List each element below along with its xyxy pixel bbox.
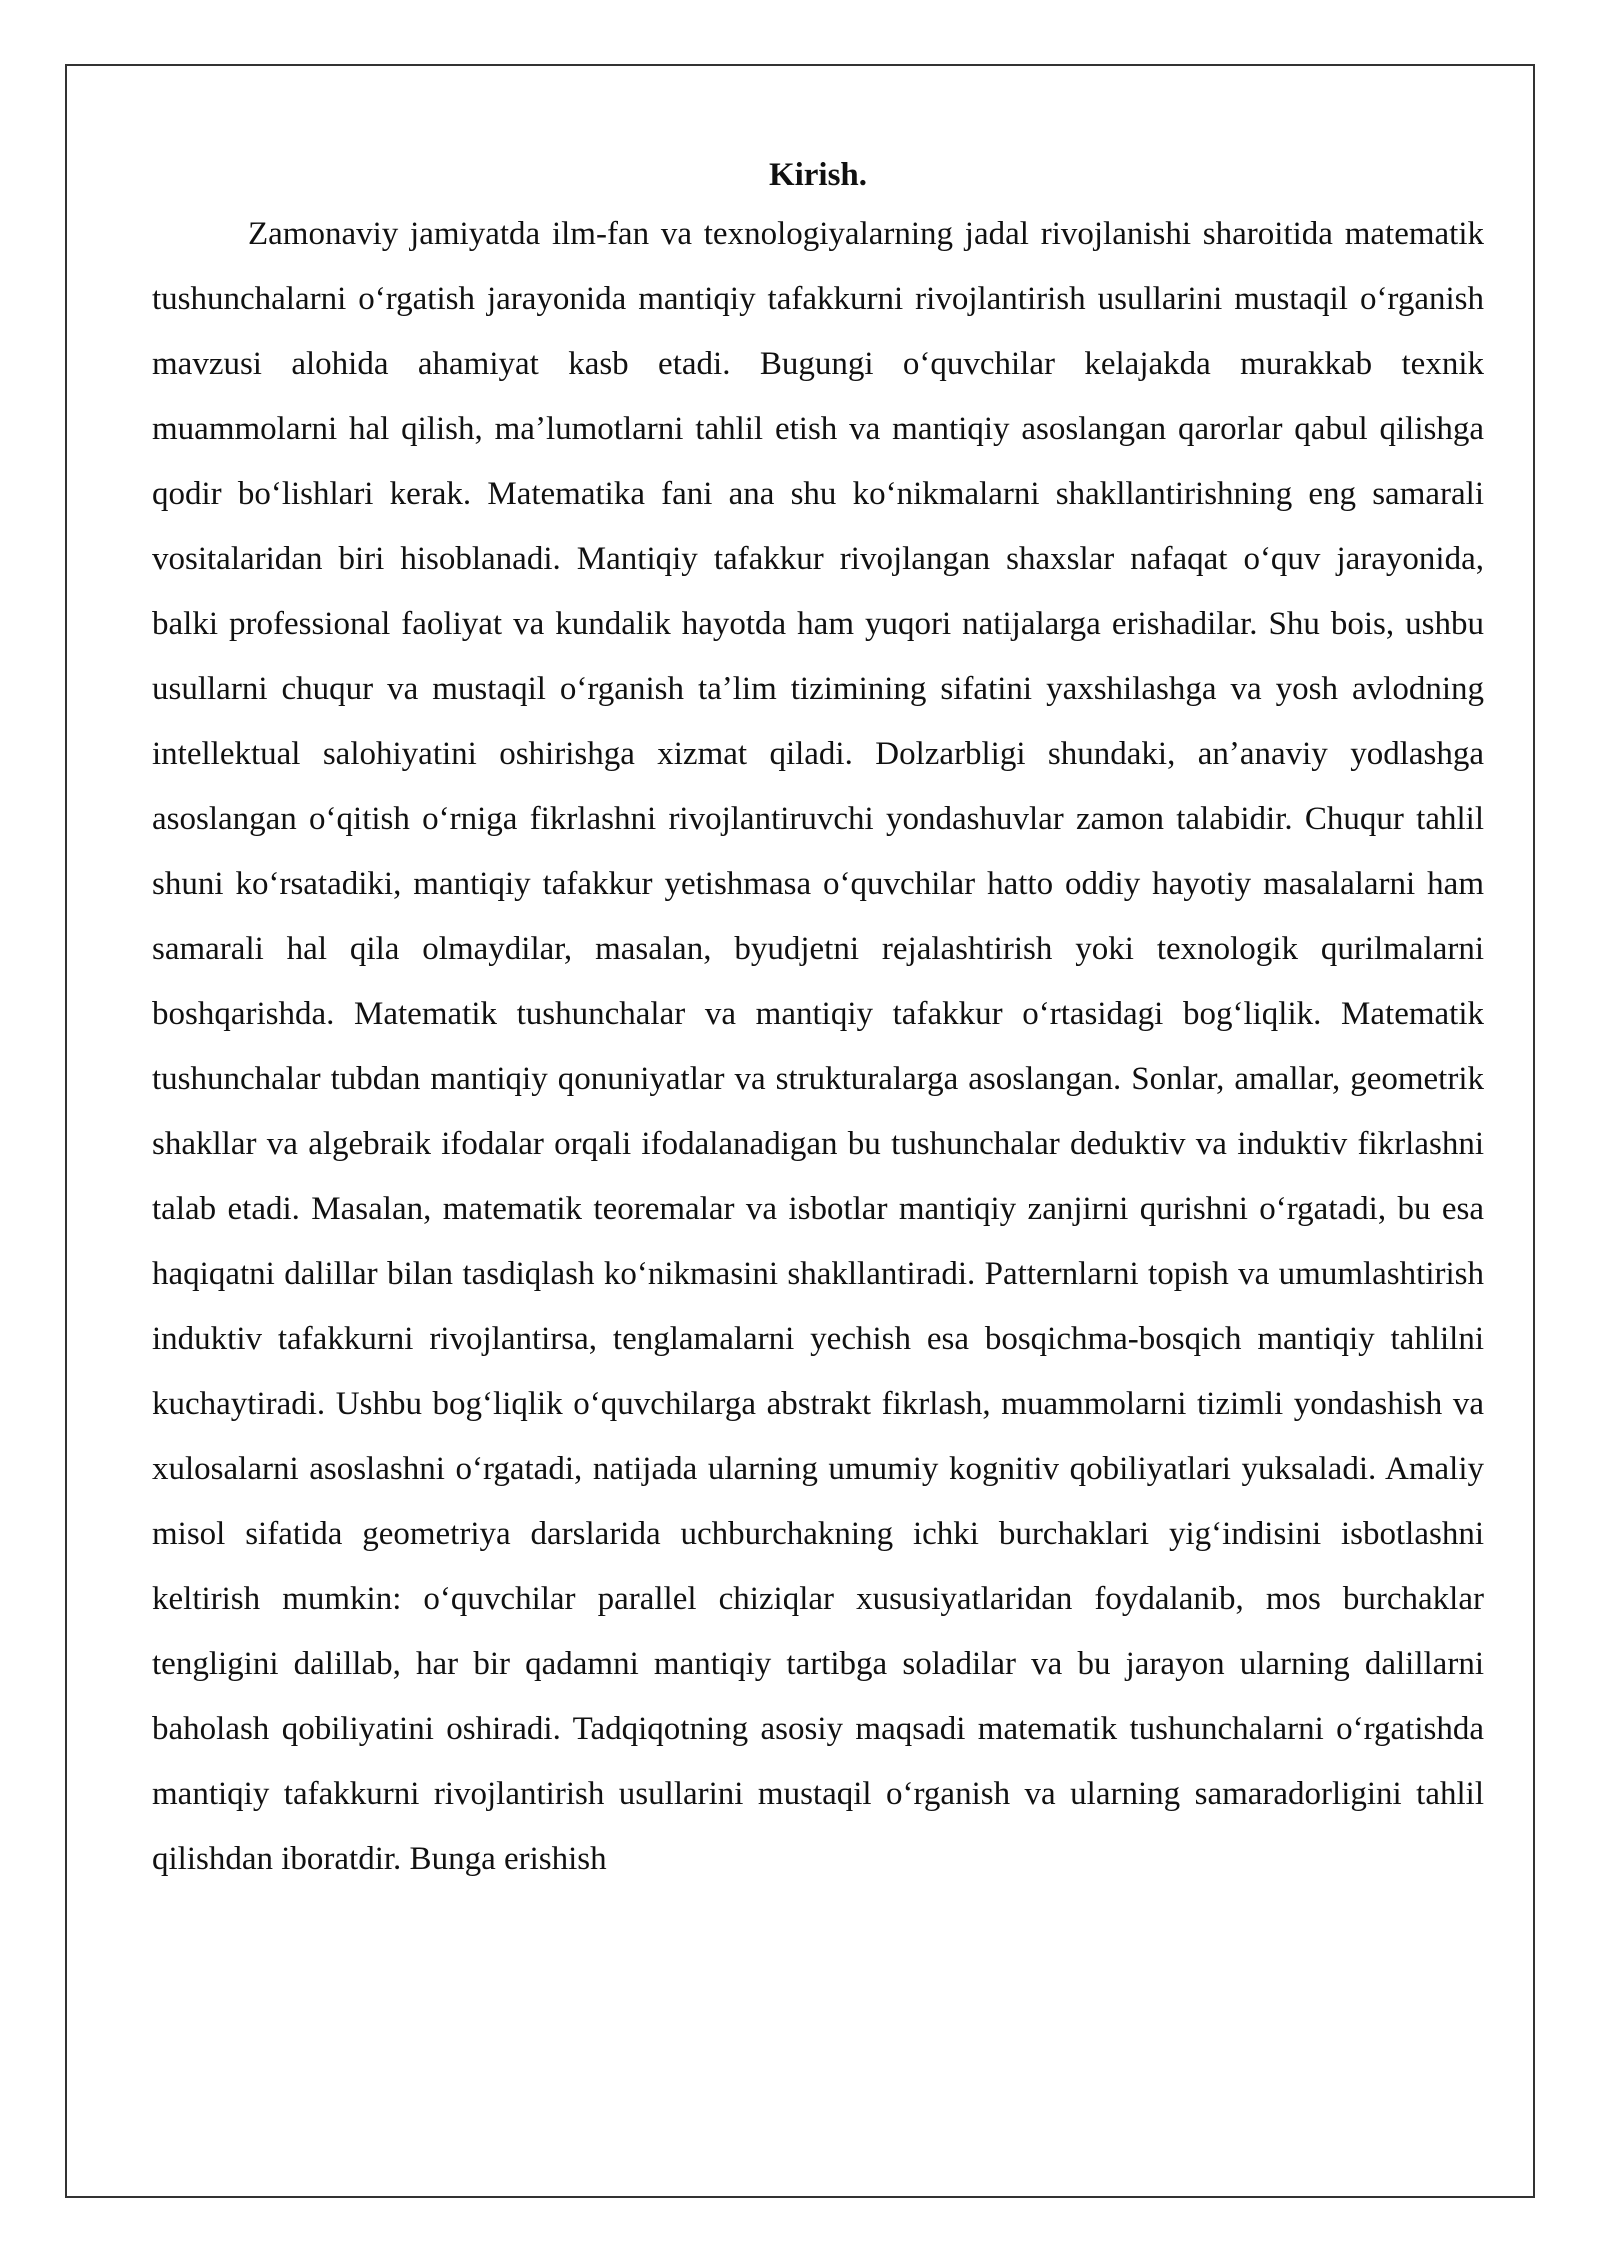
section-title: Kirish.: [768, 157, 868, 193]
body-paragraph: Zamonaviy jamiyatda ilm-fan va texnologiyalarning jadal rivojlanishi sharoitida matematik tushunchalarni oʻrgatish jarayonida mantiqiy tafakkurni rivojlantirish usullarini mustaqil oʻrganish mavzusi alohida ahamiyat kasb etadi. Bugungi oʻquvchilar kelajakda murakkab texnik muammolarni hal qilish, maʼlumotlarni tahlil etish va mantiqiy asoslangan qarorlar qabul qilishga qodir boʻlishlari kerak. Matematika fani ana shu koʻnikmalarni shakllantirishning eng samarali vositalaridan biri hisoblanadi. Mantiqiy tafakkur rivojlangan shaxslar nafaqat oʻquv jarayonida, balki professional faoliyat va kundalik hayotda ham yuqori natijalarga erishadilar. Shu bois, ushbu usullarni chuqur va mustaqil oʻrganish taʼlim tizimining sifatini yaxshilashga va yosh avlodning intellektual salohiyatini oshirishga xizmat qiladi. Dolzarbligi shundaki, anʼanaviy yodlashga asoslangan oʻqitish oʻrniga fikrlashni rivojlantiruvchi yondashuvlar zamon talabidir. Chuqur tahlil shuni koʻrsatadiki, mantiqiy tafakkur yetishmasa oʻquvchilar hatto oddiy hayotiy masalalarni ham samarali hal qila olmaydilar, masalan, byudjetni rejalashtirish yoki texnologik qurilmalarni boshqarishda. Matematik tushunchalar va mantiqiy tafakkur oʻrtasidagi bogʻliqlik. Matematik tushunchalar tubdan mantiqiy qonuniyatlar va strukturalarga asoslangan. Sonlar, amallar, geometrik shakllar va algebraik ifodalar orqali ifodalanadigan bu tushunchalar deduktiv va induktiv fikrlashni talab etadi. Masalan, matematik teoremalar va isbotlar mantiqiy zanjirni qurishni oʻrgatadi, bu esa haqiqatni dalillar bilan tasdiqlash koʻnikmasini shakllantiradi. Patternlarni topish va umumlashtirish induktiv tafakkurni rivojlantirsa, tenglamalarni yechish esa bosqichma-bosqich mantiqiy tahlilni kuchaytiradi. Ushbu bogʻliqlik oʻquvchilarga abstrakt fikrlash, muammolarni tizimli yondashish va xulosalarni asoslashni oʻrgatadi, natijada ularning umumiy kognitiv qobiliyatlari yuksaladi. Amaliy misol sifatida geometriya darslarida uchburchakning ichki burchaklari yigʻindisini isbotlashni keltirish mumkin: oʻquvchilar parallel chiziqlar xususiyatlaridan foydalanib, mos burchaklar tengligini dalillab, har bir qadamni mantiqiy tartibga soladilar va bu jarayon ularning dalillarni baholash qobiliyatini oshiradi. Tadqiqotning asosiy maqsadi matematik tushunchalarni oʻrgatishda mantiqiy tafakkurni rivojlantirish usullarini mustaqil oʻrganish va ularning samaradorligini tahlil qilishdan iboratdir. Bunga erishish: [152, 216, 1484, 1877]
document-body: [152, 150, 1484, 1892]
